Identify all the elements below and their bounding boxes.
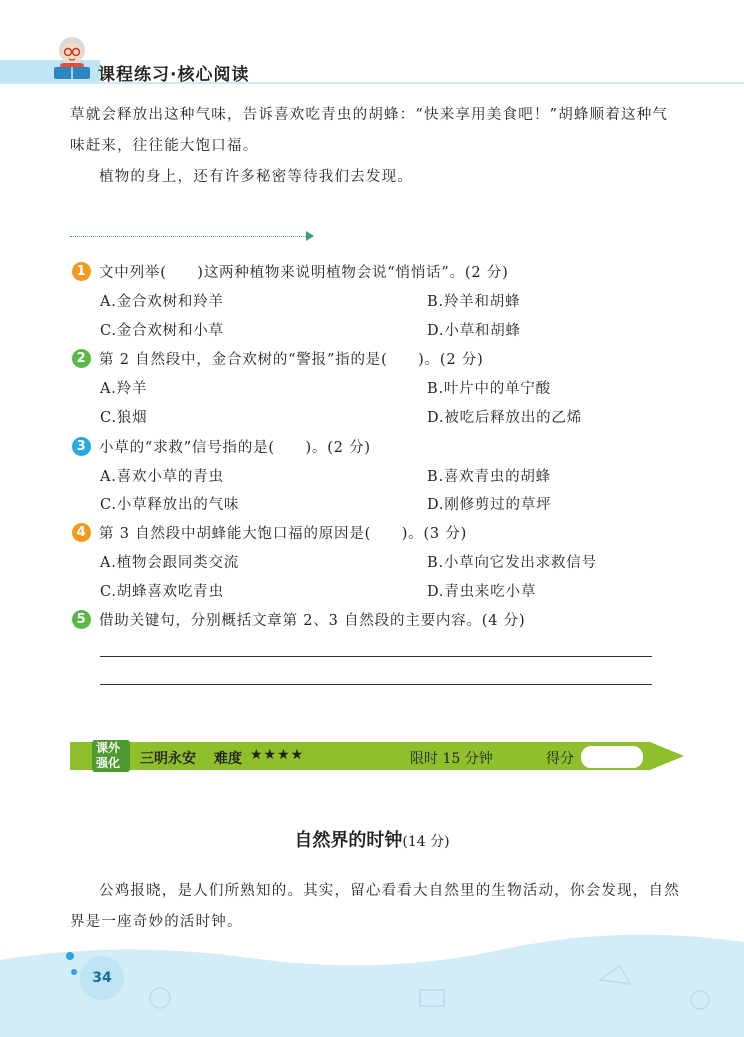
question-number-badge: 5	[72, 610, 91, 629]
article-paragraph: 公鸡报晓，是人们所熟知的。其实，留心看看大自然里的生物活动，你会发现，自然界是一座奇妙的活时钟。	[70, 883, 680, 930]
page-number: 34	[92, 970, 112, 986]
option-c[interactable]: C.胡蜂喜欢吃青虫	[100, 584, 224, 600]
question-text: 小草的“求救”信号指的是( )。(2 分)	[99, 440, 371, 456]
passage-paragraph: 草就会释放出这种气味，告诉喜欢吃青虫的胡蜂：“快来享用美食吧！”胡蜂顺着这种气味赶来，往往能大饱口福。	[70, 107, 669, 154]
score-label: 得分	[546, 751, 574, 767]
answer-line[interactable]	[100, 656, 652, 657]
option-b[interactable]: B.小草向它发出求救信号	[427, 555, 597, 571]
question-text: 文中列举( )这两种植物来说明植物会说“悄悄话”。(2 分)	[99, 265, 509, 281]
badge-line-1: 课外	[96, 741, 121, 755]
question-number-badge: 1	[72, 262, 91, 281]
option-c[interactable]: C.小草释放出的气味	[100, 497, 240, 513]
option-d[interactable]: D.被吃后释放出的乙烯	[427, 410, 583, 426]
option-a[interactable]: A.羚羊	[100, 381, 148, 397]
question-number-badge: 3	[72, 437, 91, 456]
option-a[interactable]: A.金合欢树和羚羊	[100, 294, 224, 310]
divider-arrow-icon	[306, 231, 314, 241]
option-d[interactable]: D.青虫来吃小草	[427, 584, 537, 600]
question-number-badge: 4	[72, 523, 91, 542]
banner-badge	[96, 741, 120, 771]
question-number-badge: 2	[72, 349, 91, 368]
article-title	[0, 826, 744, 852]
question-text: 借助关键句，分别概括文章第 2、3 自然段的主要内容。(4 分)	[99, 613, 526, 629]
article-score: (14 分)	[402, 834, 450, 850]
mascot-reading-icon	[50, 34, 98, 84]
difficulty-label: 难度	[214, 751, 242, 767]
option-b[interactable]: B.喜欢青虫的胡蜂	[427, 469, 551, 485]
question-5	[72, 609, 525, 630]
option-c[interactable]: C.金合欢树和小草	[100, 323, 224, 339]
option-a[interactable]: A.植物会跟同类交流	[100, 555, 240, 571]
header-title: 课程练习·核心阅读	[98, 65, 250, 85]
question-1	[72, 261, 509, 282]
article-title-text: 自然界的时钟	[294, 830, 403, 851]
banner-source: 三明永安	[140, 751, 196, 767]
option-d[interactable]: D.小草和胡蜂	[427, 323, 521, 339]
question-2	[72, 348, 484, 369]
question-text: 第 3 自然段中胡蜂能大饱口福的原因是( )。(3 分)	[99, 526, 468, 542]
option-c[interactable]: C.狼烟	[100, 410, 148, 426]
difficulty-stars-icon: ★★★★	[250, 747, 305, 763]
badge-line-2: 强化	[96, 756, 121, 770]
option-b[interactable]: B.叶片中的单宁酸	[427, 381, 551, 397]
score-input-box[interactable]	[580, 745, 644, 769]
option-d[interactable]: D.刚修剪过的草坪	[427, 497, 552, 513]
time-limit: 限时 15 分钟	[410, 751, 493, 767]
question-3	[72, 436, 371, 457]
section-divider	[70, 236, 310, 237]
passage-paragraph: 植物的身上，还有许多秘密等待我们去发现。	[99, 169, 413, 185]
answer-line[interactable]	[100, 684, 652, 685]
question-text: 第 2 自然段中，金合欢树的“警报”指的是( )。(2 分)	[99, 352, 484, 368]
question-4	[72, 522, 467, 543]
option-b[interactable]: B.羚羊和胡蜂	[427, 294, 521, 310]
option-a[interactable]: A.喜欢小草的青虫	[100, 469, 224, 485]
